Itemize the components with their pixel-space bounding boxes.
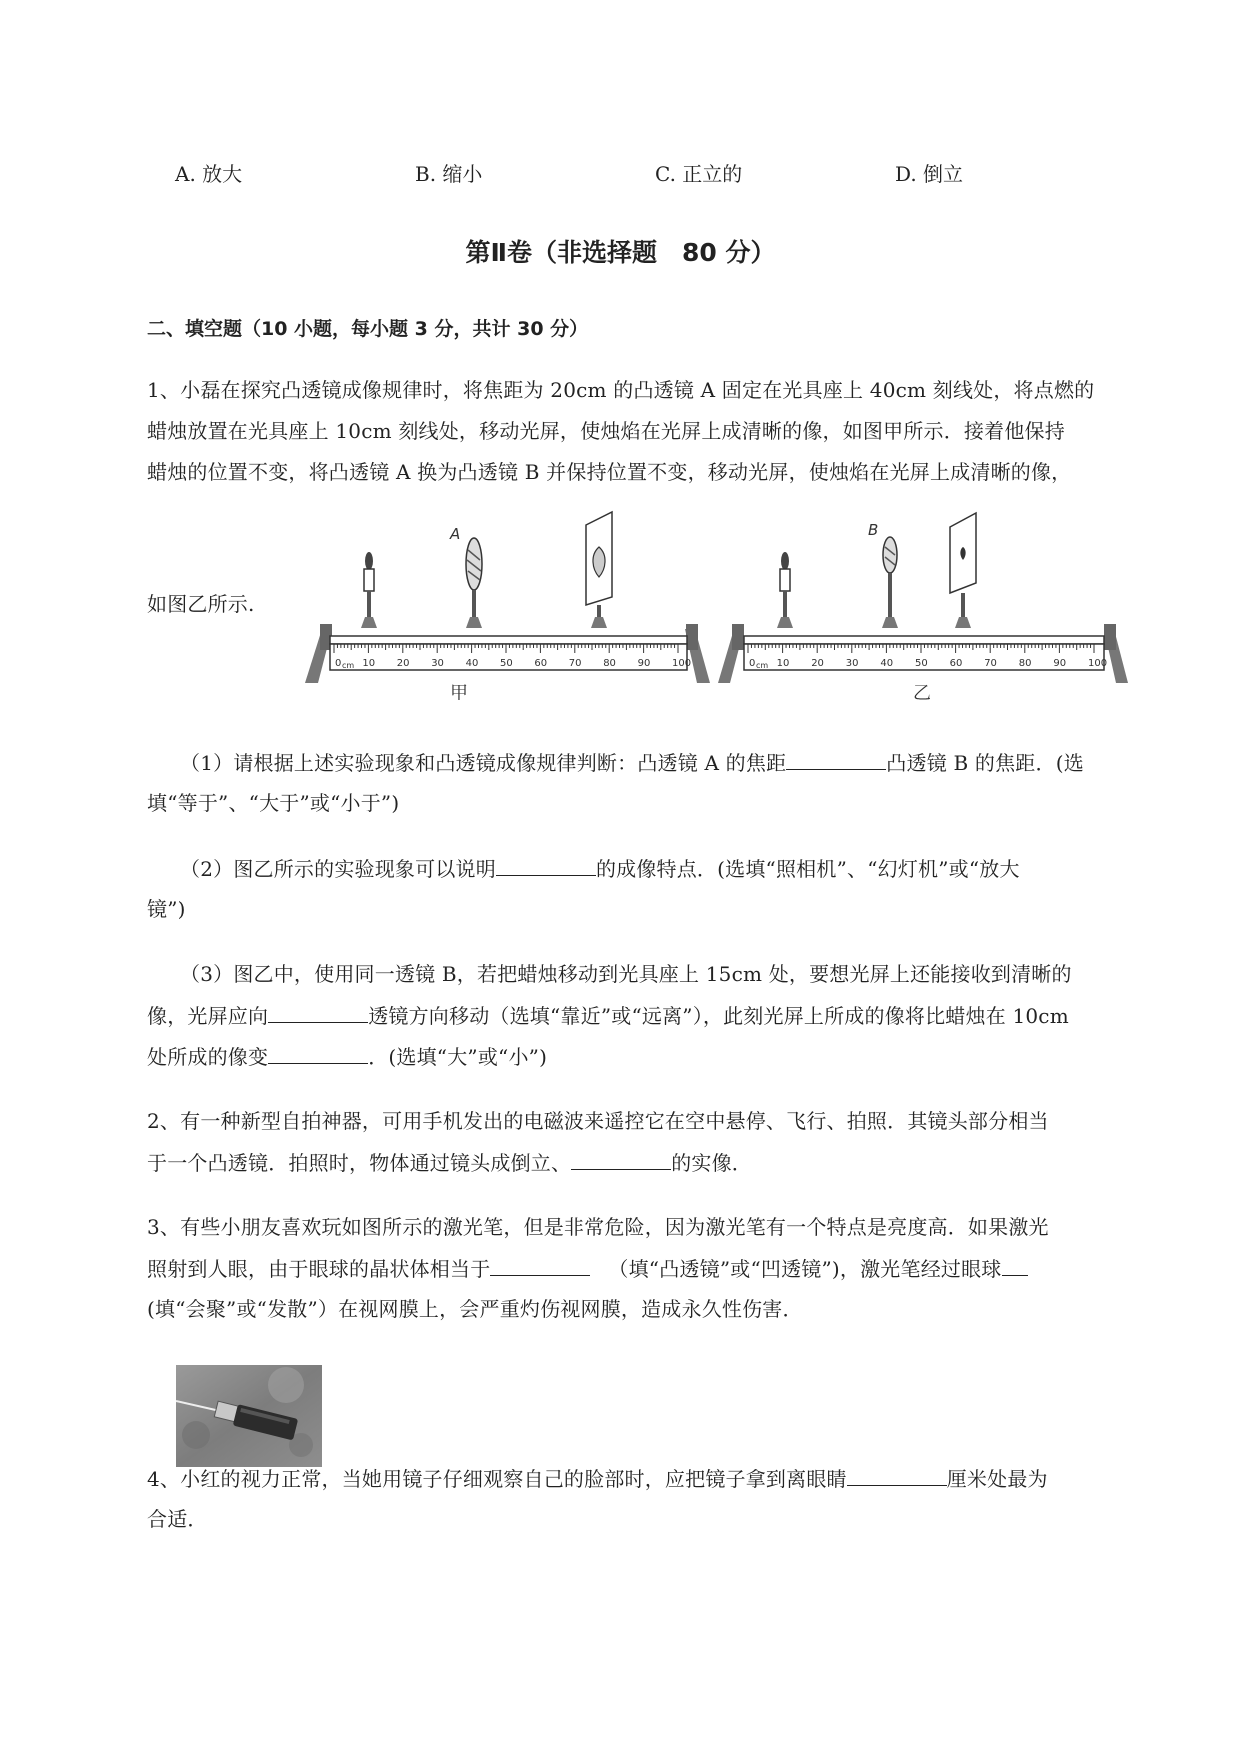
ruler-tick-label: 40: [465, 658, 479, 669]
bench-rail: [330, 636, 687, 644]
ruler-tick-label: 60: [534, 658, 548, 669]
candle-icon: [777, 552, 793, 628]
ruler-tick-label: 20: [811, 658, 824, 669]
ruler-tick-label: 70: [568, 658, 582, 669]
ruler-tick-label: 80: [603, 658, 616, 669]
ruler-tick-label: 0: [749, 658, 756, 669]
q4-line-2: 合适．: [147, 1507, 208, 1531]
ruler-tick-label: 0: [335, 658, 342, 669]
ruler-tick-label: 50: [915, 658, 928, 669]
q2-line-2: [147, 1152, 752, 1173]
q1-line-2: 蜡烛放置在光具座上 10cm 刻线处，移动光屏，使烛焰在光屏上成清晰的像，如图甲所示．接着他保持: [147, 419, 1065, 443]
option-c: C. 正立的: [655, 162, 743, 186]
answer-blank[interactable]: [268, 1005, 368, 1023]
q1-sub2-line-2: 镜”): [147, 897, 186, 921]
q4-text-a: 4、小红的视力正常，当她用镜子仔细观察自己的脸部时，应把镜子拿到离眼睛: [147, 1467, 847, 1491]
q1-sub3-line-2: [147, 1005, 1069, 1026]
ruler-unit-label: cm: [756, 661, 769, 670]
q3-text-b: （填“凸透镜”或“凹透镜”)，激光笔经过眼球: [608, 1257, 1002, 1281]
q1-sub1-line-1: [180, 752, 1084, 773]
q3-line-3: (填“会聚”或“发散”）在视网膜上，会严重灼伤视网膜，造成永久性伤害．: [147, 1297, 803, 1321]
answer-blank[interactable]: [847, 1468, 947, 1486]
option-d: D. 倒立: [895, 162, 964, 186]
ruler-tick-label: 60: [949, 658, 963, 669]
option-b: B. 缩小: [415, 162, 483, 186]
q1-sub3-text-c: 处所成的像变: [147, 1045, 269, 1069]
q2-text-a: 于一个凸透镜．拍照时，物体通过镜头成倒立、: [147, 1151, 572, 1175]
ruler-tick-label: 40: [880, 658, 894, 669]
q1-line-4: 如图乙所示.: [147, 592, 255, 616]
optical-bench-figure-yi: [718, 505, 1128, 700]
part-title: 第Ⅱ卷（非选择题 80 分）: [465, 238, 776, 267]
answer-blank[interactable]: [786, 752, 886, 770]
q3-text-a: 照射到人眼，由于眼球的晶状体相当于: [147, 1257, 491, 1281]
lens-b-label: B: [868, 521, 879, 539]
convex-lens-b-icon: [882, 537, 898, 628]
ruler-unit-label: cm: [342, 661, 355, 670]
ruler-tick-label: 70: [984, 658, 997, 669]
ruler-tick-label: 10: [362, 658, 376, 669]
q1-sub3-line-1: （3）图乙中，使用同一透镜 B，若把蜡烛移动到光具座上 15cm 处，要想光屏上还能接收到清晰的: [180, 962, 1072, 986]
light-screen-icon: [586, 512, 612, 628]
lens-a-label: A: [450, 525, 461, 543]
ruler-tick-label: 100: [1088, 658, 1108, 669]
ruler-tick-label: 90: [1053, 658, 1067, 669]
answer-blank[interactable]: [268, 1046, 368, 1064]
ruler-tick-label: 50: [500, 658, 513, 669]
figure-caption-yi: 乙: [913, 683, 931, 700]
q1-sub3-text-a: 像，光屏应向: [147, 1004, 269, 1028]
q4-text-b: 厘米处最为: [946, 1467, 1048, 1491]
bench-rail: [744, 636, 1104, 644]
q1-sub2-line-1: [180, 858, 1020, 879]
q3-line-1: 3、有些小朋友喜欢玩如图所示的激光笔，但是非常危险，因为激光笔有一个特点是亮度高．如果激光: [147, 1215, 1049, 1239]
q1-line-1: 1、小磊在探究凸透镜成像规律时，将焦距为 20cm 的凸透镜 A 固定在光具座上 40cm 刻线处，将点燃的: [147, 378, 1095, 402]
section-title: 二、填空题（10 小题，每小题 3 分，共计 30 分）: [147, 318, 589, 340]
optical-bench-figure-jia: [300, 505, 710, 700]
q1-sub1-text-b: 凸透镜 B 的焦距．(选: [886, 751, 1084, 775]
q3-line-2: [147, 1258, 1028, 1279]
q1-sub2-text-b: 的成像特点．(选填“照相机”、“幻灯机”或“放大: [595, 857, 1020, 881]
answer-blank[interactable]: [1002, 1258, 1028, 1276]
candle-icon: [361, 552, 377, 628]
answer-blank[interactable]: [571, 1152, 671, 1170]
ruler-tick-label: 30: [845, 658, 859, 669]
q1-sub3-line-3: [147, 1046, 547, 1067]
q2-line-1: 2、有一种新型自拍神器，可用手机发出的电磁波来遥控它在空中悬停、飞行、拍照．其镜头部分相当: [147, 1109, 1049, 1133]
q4-line-1: [147, 1468, 1048, 1489]
q1-sub3-text-b: 透镜方向移动（选填“靠近”或“远离”），此刻光屏上所成的像将比蜡烛在 10cm: [368, 1004, 1069, 1028]
light-screen-icon: [950, 513, 976, 628]
laser-pointer-photo: [176, 1365, 322, 1467]
answer-blank[interactable]: [490, 1258, 590, 1276]
q1-sub1-text-a: （1）请根据上述实验现象和凸透镜成像规律判断：凸透镜 A 的焦距: [180, 751, 787, 775]
ruler-tick-label: 80: [1018, 658, 1032, 669]
ruler-tick-label: 20: [396, 658, 410, 669]
option-a: A. 放大: [175, 162, 243, 186]
q1-sub1-line-2: 填“等于”、“大于”或“小于”): [147, 791, 400, 815]
convex-lens-a-icon: [466, 538, 482, 628]
q2-text-b: 的实像．: [671, 1151, 753, 1175]
ruler-tick-label: 10: [776, 658, 790, 669]
q1-line-3: 蜡烛的位置不变，将凸透镜 A 换为凸透镜 B 并保持位置不变，移动光屏，使烛焰在光屏上成清晰的像，: [147, 460, 1072, 484]
ruler-tick-label: 100: [672, 658, 692, 669]
ruler-tick-label: 90: [637, 658, 651, 669]
figure-caption-jia: 甲: [450, 683, 468, 700]
q1-sub3-text-d: ．(选填“大”或“小”): [368, 1045, 548, 1069]
q1-sub2-text-a: （2）图乙所示的实验现象可以说明: [180, 857, 496, 881]
ruler-tick-label: 30: [431, 658, 444, 669]
answer-blank[interactable]: [496, 858, 596, 876]
